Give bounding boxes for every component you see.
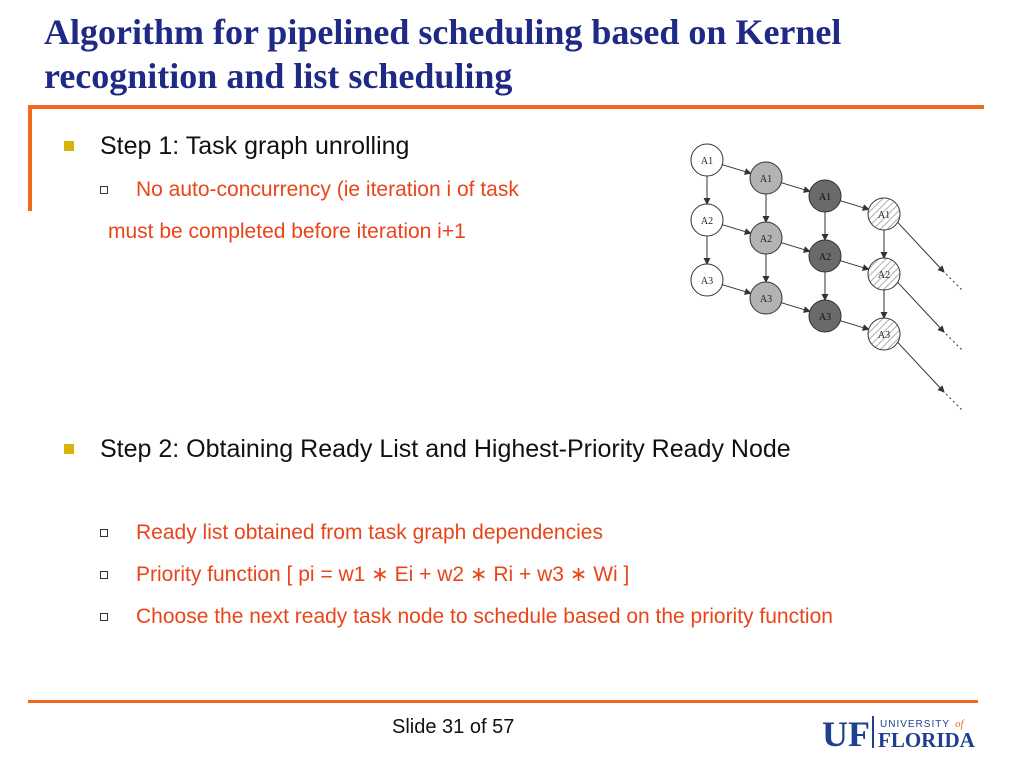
graph-node-label: A3 [759, 294, 773, 305]
graph-node-label: A1 [759, 174, 773, 185]
graph-edge [840, 321, 868, 330]
graph-edge [898, 222, 944, 272]
title-divider [28, 105, 984, 109]
graph-node-label: A2 [818, 252, 832, 263]
graph-edge [781, 243, 809, 252]
graph-edge [781, 183, 809, 192]
step1-label: Step 1: Task graph unrolling [100, 132, 410, 160]
graph-node-label: A1 [818, 192, 832, 203]
step2-label: Step 2: Obtaining Ready List and Highest-Priority Ready Node [100, 435, 791, 463]
step2-sub-text-2: Priority function [ pi = w1 ∗ Ei + w2 ∗ Ri + w3 ∗ Wi ] [136, 563, 630, 586]
graph-edge [898, 282, 944, 332]
graph-node-label: A1 [877, 210, 891, 221]
hollow-square-bullet-icon [100, 186, 108, 194]
step2-sub-bullet-1 [100, 517, 900, 549]
graph-edge [840, 261, 868, 270]
uf-logo-florida: FLORIDA [878, 728, 975, 752]
hollow-square-bullet-icon [100, 613, 108, 621]
graph-node-label: A2 [877, 270, 891, 281]
graph-node-label: A2 [700, 216, 714, 227]
graph-node-label: A2 [759, 234, 773, 245]
step1-sub-text: No auto-concurrency (ie iteration i of task [136, 178, 519, 201]
hollow-square-bullet-icon [100, 529, 108, 537]
title-side-accent [28, 105, 32, 211]
slide-number: Slide 31 of 57 [392, 716, 515, 738]
graph-edge [898, 342, 944, 392]
hollow-square-bullet-icon [100, 571, 108, 579]
unrolled-task-graph [672, 140, 962, 450]
graph-edge [722, 285, 750, 294]
step2-sub-bullet-3 [100, 601, 900, 633]
graph-continuation-edge [946, 334, 962, 350]
uf-logo-of: of [955, 718, 964, 730]
square-bullet-icon [64, 444, 74, 454]
graph-node-label: A3 [818, 312, 832, 323]
step2-sub-text-1: Ready list obtained from task graph dependencies [136, 521, 603, 544]
graph-edge [781, 303, 809, 312]
slide-title: Algorithm for pipelined scheduling based on Kernel recognition and list scheduling [44, 12, 842, 96]
uf-logo-mark: UF [822, 714, 870, 752]
square-bullet-icon [64, 141, 74, 151]
graph-edge [722, 225, 750, 234]
graph-continuation-edge [946, 274, 962, 290]
graph-edge [722, 165, 750, 174]
step2-sub-text-3: Choose the next ready task node to schedule based on the priority function [136, 605, 833, 628]
uf-logo [822, 712, 982, 752]
graph-node-label: A3 [877, 330, 891, 341]
graph-continuation-edge [946, 394, 962, 410]
footer-divider [28, 700, 978, 703]
graph-node-label: A3 [700, 276, 714, 287]
step1-sub-continuation: must be completed before iteration i+1 [108, 220, 466, 243]
uf-logo-university: UNIVERSITY [880, 719, 951, 730]
step2-bullet [64, 430, 864, 468]
graph-edge [840, 201, 868, 210]
step2-sub-bullet-2 [100, 559, 900, 591]
graph-node-label: A1 [700, 156, 714, 167]
